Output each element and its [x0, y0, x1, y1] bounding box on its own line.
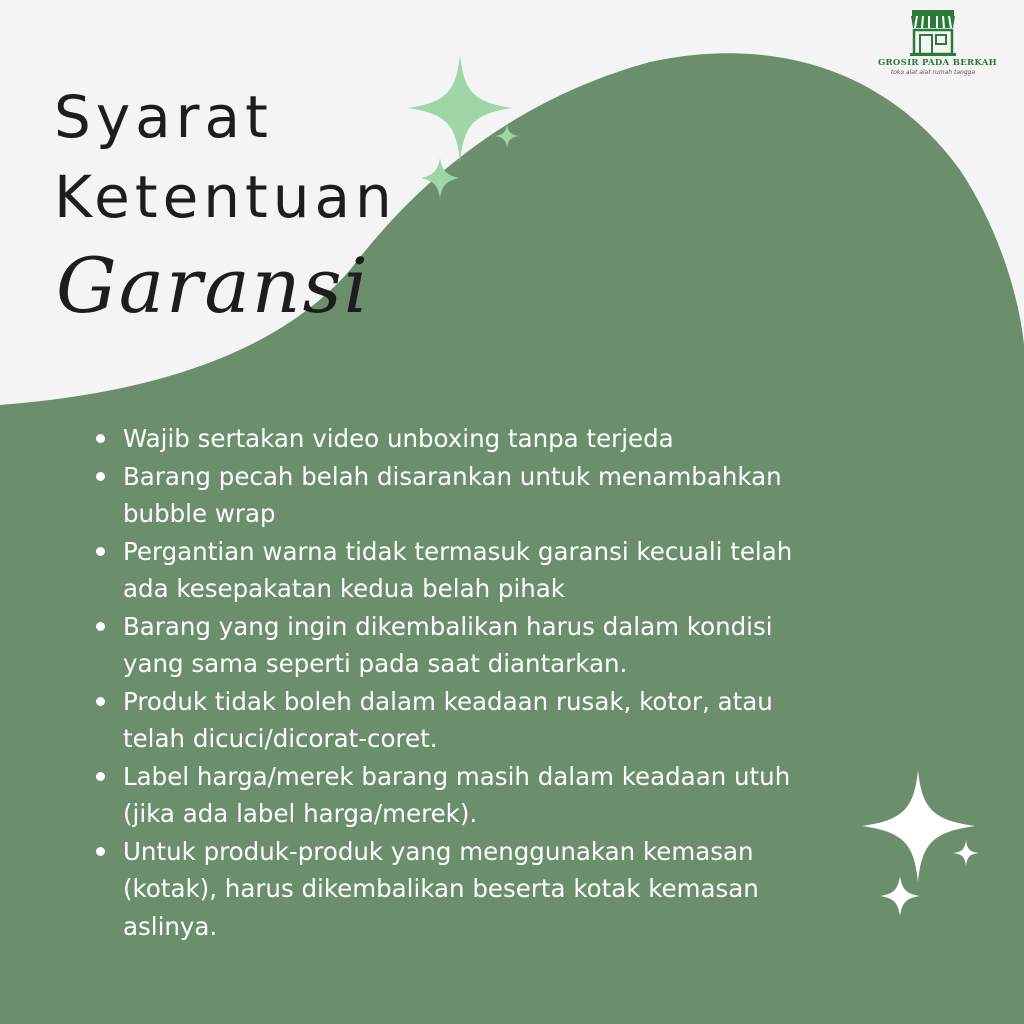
list-item [96, 533, 826, 608]
brand-tagline: toko alat alat rumah tangga [890, 69, 976, 76]
title-line-1: Syarat [54, 83, 273, 151]
storefront-icon [908, 8, 958, 56]
list-item [96, 683, 826, 758]
bullet-icon [96, 772, 105, 781]
bullet-icon [96, 847, 105, 856]
title-line-3: Garansi [56, 241, 370, 330]
list-item [96, 608, 826, 683]
bullet-icon [96, 697, 105, 706]
rule-text: Produk tidak boleh dalam keadaan rusak, kotor, atau telah dicuci/dicorat-coret. [123, 686, 773, 753]
rule-text: Label harga/merek barang masih dalam keadaan utuh (jika ada label harga/merek). [123, 761, 791, 828]
bullet-icon [96, 622, 105, 631]
bullet-icon [96, 547, 105, 556]
list-item [96, 758, 826, 833]
list-item [96, 833, 826, 946]
rule-text: Untuk produk-produk yang menggunakan kemasan (kotak), harus dikembalikan beserta kotak kemasan aslinya. [123, 836, 759, 941]
rules-list [96, 420, 826, 945]
bullet-icon [96, 434, 105, 443]
brand-name: GROSIR PADA BERKAH [878, 58, 997, 68]
bullet-icon [96, 472, 105, 481]
rule-text: Barang yang ingin dikembalikan harus dalam kondisi yang sama seperti pada saat diantarkan. [123, 611, 773, 678]
rule-text: Pergantian warna tidak termasuk garansi kecuali telah ada kesepakatan kedua belah pihak [123, 536, 793, 603]
list-item [96, 458, 826, 533]
title-line-2: Ketentuan [54, 163, 397, 231]
brand-logo [878, 8, 997, 84]
list-item [96, 420, 826, 458]
rule-text: Barang pecah belah disarankan untuk menambahkan bubble wrap [123, 461, 782, 528]
rule-text: Wajib sertakan video unboxing tanpa terjeda [123, 424, 674, 453]
